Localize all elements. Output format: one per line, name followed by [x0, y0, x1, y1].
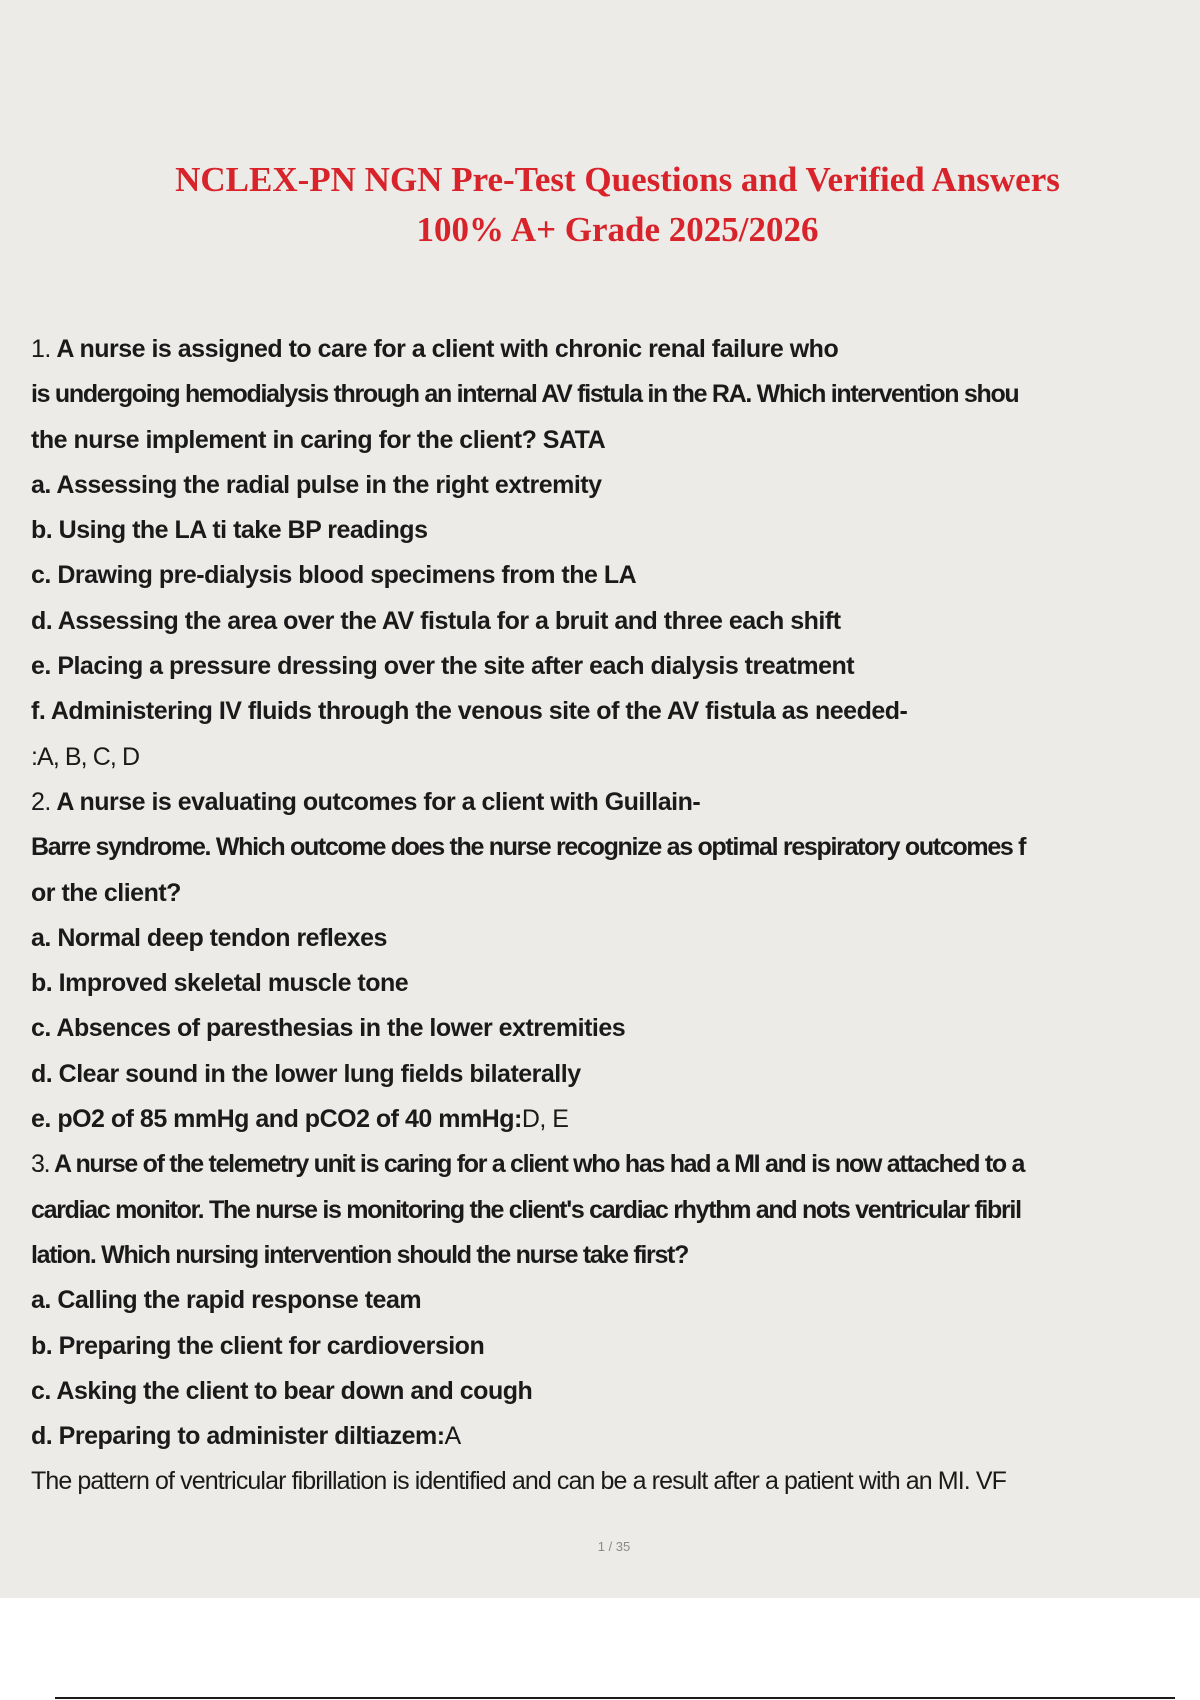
questions-content [31, 327, 1200, 1505]
question-3-answer: A [444, 1422, 461, 1451]
option-text: Administering IV fluids through the venous site of the AV fistula as needed- [50, 697, 908, 726]
question-2-number: 2. [31, 787, 51, 816]
question-3-stem-line-3: lation. Which nursing intervention should the nurse take first? [31, 1240, 689, 1269]
question-2-stem-line-3: or the client? [31, 878, 181, 907]
question-1-answer: :A, B, C, D [31, 742, 140, 771]
option-letter: e. [31, 652, 51, 681]
question-2-stem-line-2: Barre syndrome. Which outcome does the nurse recognize as optimal respiratory outcomes f [31, 833, 1026, 862]
question-1-stem-line-3: the nurse implement in caring for the client? SATA [31, 425, 606, 454]
option-text: Drawing pre-dialysis blood specimens from the LA [57, 561, 637, 590]
option-text: Clear sound in the lower lung fields bilaterally [58, 1059, 581, 1088]
option-text: Assessing the radial pulse in the right extremity [56, 470, 602, 499]
option-letter: d. [31, 1422, 53, 1451]
question-3-stem-line-2: cardiac monitor. The nurse is monitoring the client's cardiac rhythm and nots ventricular fibril [31, 1195, 1021, 1224]
option-text: Using the LA ti take BP readings [58, 516, 428, 545]
option-text: Preparing the client for cardioversion [58, 1331, 485, 1360]
question-1-option-d [31, 599, 1200, 644]
option-letter: a. [31, 1286, 51, 1315]
question-2-option-e [31, 1097, 1200, 1142]
question-1-option-b [31, 508, 1200, 553]
option-letter: b. [31, 516, 53, 545]
question-3-stem-line-1 [31, 1142, 1200, 1187]
question-3-stem-text: A nurse of the telemetry unit is caring for a client who has had a MI and is now attached to a [53, 1150, 1025, 1179]
question-3-number: 3. [31, 1150, 50, 1179]
option-letter: e. [31, 1105, 51, 1134]
option-text: Normal deep tendon reflexes [57, 923, 387, 952]
option-text: Preparing to administer diltiazem: [58, 1422, 445, 1451]
option-letter: d. [31, 606, 53, 635]
document-title-line1: NCLEX-PN NGN Pre-Test Questions and Verified Answers [175, 160, 1060, 199]
question-2-stem-text: A nurse is evaluating outcomes for a client with Guillain- [56, 787, 701, 816]
question-3-option-a [31, 1278, 1200, 1323]
option-letter: a. [31, 470, 51, 499]
document-title-line2: 100% A+ Grade 2025/2026 [416, 210, 819, 249]
question-1-stem-line-1 [31, 327, 1200, 372]
question-2-option-a [31, 916, 1200, 961]
question-3-rationale: The pattern of ventricular fibrillation is identified and can be a result after a patient with an MI. VF [31, 1467, 1007, 1496]
option-letter: c. [31, 1014, 51, 1043]
option-text: Absences of paresthesias in the lower extremities [56, 1014, 626, 1043]
option-letter: b. [31, 969, 53, 998]
option-letter: a. [31, 923, 51, 952]
question-1-option-e [31, 644, 1200, 689]
option-text: Assessing the area over the AV fistula for a bruit and three each shift [57, 606, 841, 635]
question-2-option-c [31, 1006, 1200, 1051]
question-2-option-d [31, 1052, 1200, 1097]
option-text: Placing a pressure dressing over the site after each dialysis treatment [57, 652, 855, 681]
option-text: Asking the client to bear down and cough [56, 1376, 533, 1405]
option-letter: c. [31, 1376, 51, 1405]
page-indicator: 1 / 35 [597, 1539, 631, 1554]
option-letter: f. [31, 697, 46, 726]
question-1-option-c [31, 553, 1200, 598]
option-letter: c. [31, 561, 51, 590]
question-2-answer: D, E [521, 1105, 569, 1134]
option-text: Calling the rapid response team [57, 1286, 422, 1315]
option-text: pO2 of 85 mmHg and pCO2 of 40 mmHg: [57, 1105, 522, 1134]
option-letter: d. [31, 1059, 53, 1088]
question-1-number: 1. [31, 335, 51, 363]
question-1-option-a [31, 463, 1200, 508]
question-2-option-b [31, 961, 1200, 1006]
question-1-stem-text: A nurse is assigned to care for a client with chronic renal failure who [56, 335, 839, 363]
question-1-option-f [31, 689, 1200, 734]
option-letter: b. [31, 1331, 53, 1360]
question-3-option-d [31, 1414, 1200, 1459]
question-3-option-c [31, 1369, 1200, 1414]
question-2-stem-line-1 [31, 780, 1200, 825]
question-1-stem-line-2: is undergoing hemodialysis through an internal AV fistula in the RA. Which intervention shou [31, 380, 1019, 409]
question-3-option-b [31, 1324, 1200, 1369]
option-text: Improved skeletal muscle tone [58, 969, 409, 998]
bottom-divider [55, 1697, 1175, 1699]
